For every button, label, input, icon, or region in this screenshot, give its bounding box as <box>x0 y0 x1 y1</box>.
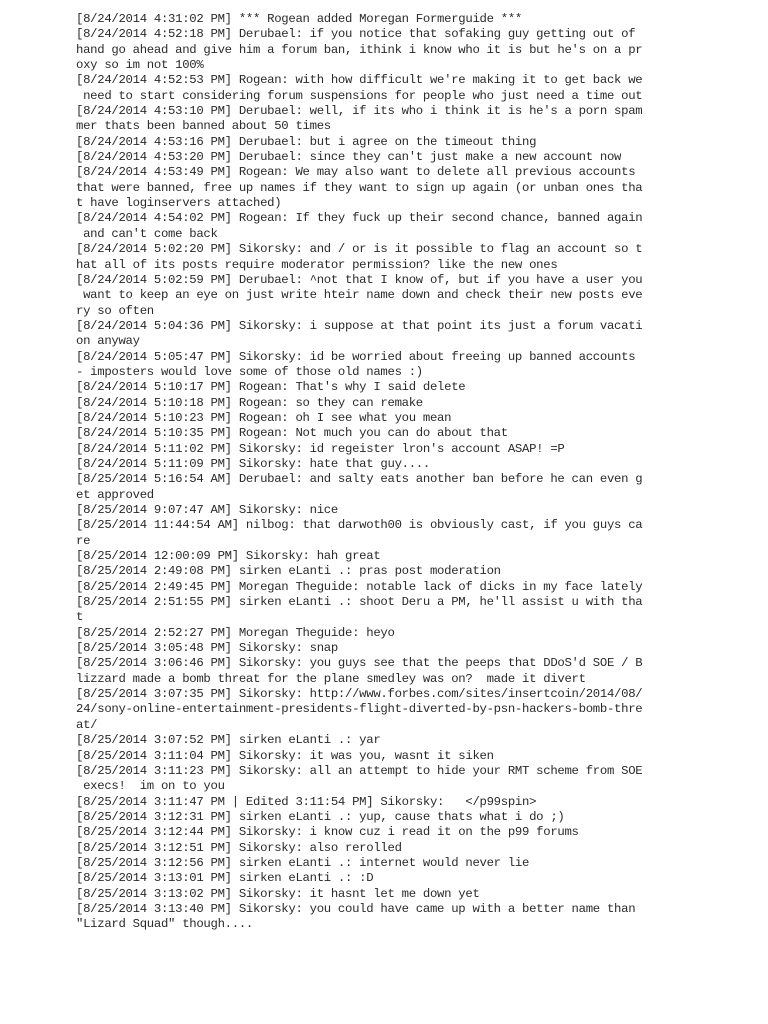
chat-log-line: [8/25/2014 3:07:52 PM] sirken eLanti .: yar <box>76 733 381 748</box>
chat-log-line: [8/25/2014 3:12:31 PM] sirken eLanti .: yup, cause thats what i do ;) <box>76 809 565 824</box>
chat-log-line: [8/25/2014 11:44:54 AM] nilbog: that darwoth00 is obviously cast, if you guys ca <box>76 518 643 533</box>
chat-log-line: [8/24/2014 5:04:36 PM] Sikorsky: i suppose at that point its just a forum vacati <box>76 318 643 333</box>
chat-log-line: 24/sony-online-entertainment-presidents-flight-diverted-by-psn-hackers-bomb-thre <box>76 702 643 717</box>
chat-log-line: [8/25/2014 2:49:45 PM] Moregan Theguide: notable lack of dicks in my face lately <box>76 579 643 594</box>
chat-log-line: [8/25/2014 2:52:27 PM] Moregan Theguide: heyo <box>76 625 395 640</box>
chat-log-line: execs! im on to you <box>76 779 225 794</box>
chat-log-line: ry so often <box>76 303 154 318</box>
chat-log-line: [8/25/2014 2:49:08 PM] sirken eLanti .: pras post moderation <box>76 564 501 579</box>
chat-log-line: [8/24/2014 5:10:18 PM] Rogean: so they can remake <box>76 395 423 410</box>
chat-log-line: [8/24/2014 5:10:35 PM] Rogean: Not much you can do about that <box>76 426 508 441</box>
chat-log-line: [8/25/2014 3:07:35 PM] Sikorsky: http://www.forbes.com/sites/insertcoin/2014/08/ <box>76 687 643 702</box>
chat-log-line: et approved <box>76 487 154 502</box>
chat-log-line: [8/25/2014 2:51:55 PM] sirken eLanti .: shoot Deru a PM, he'll assist u with tha <box>76 595 643 610</box>
chat-log-line: want to keep an eye on just write hteir name down and check their new posts eve <box>76 288 643 303</box>
chat-log-line: t <box>76 610 84 625</box>
chat-log-line: [8/24/2014 5:02:20 PM] Sikorsky: and / or is it possible to flag an account so t <box>76 242 643 257</box>
chat-log-line: re <box>76 533 91 548</box>
chat-log-line: [8/24/2014 4:31:02 PM] *** Rogean added Moregan Formerguide *** <box>76 12 522 26</box>
chat-log-line: [8/25/2014 3:12:56 PM] sirken eLanti .: internet would never lie <box>76 855 530 870</box>
chat-log-line: "Lizard Squad" though.... <box>76 917 253 932</box>
chat-log-line: [8/24/2014 5:05:47 PM] Sikorsky: id be worried about freeing up banned accounts <box>76 349 636 364</box>
chat-log-line: [8/25/2014 3:12:44 PM] Sikorsky: i know cuz i read it on the p99 forums <box>76 825 579 840</box>
chat-log-line: [8/25/2014 3:06:46 PM] Sikorsky: you guys see that the peeps that DDoS'd SOE / B <box>76 656 643 671</box>
chat-log-line: [8/24/2014 5:02:59 PM] Derubael: ^not that I know of, but if you have a user you <box>76 272 643 287</box>
chat-log-line: [8/24/2014 4:53:16 PM] Derubael: but i agree on the timeout thing <box>76 134 537 149</box>
chat-log-line: hand go ahead and give him a forum ban, ithink i know who it is but he's on a pr <box>76 42 643 57</box>
chat-log-line: oxy so im not 100% <box>76 58 204 73</box>
chat-log-line: [8/25/2014 3:13:40 PM] Sikorsky: you could have came up with a better name than <box>76 901 636 916</box>
chat-log-line: [8/24/2014 5:11:02 PM] Sikorsky: id regeister lron's account ASAP! =P <box>76 441 565 456</box>
chat-log-line: need to start considering forum suspensions for people who just need a time out <box>76 88 643 103</box>
chat-log-line: [8/25/2014 12:00:09 PM] Sikorsky: hah great <box>76 549 381 564</box>
chat-log-line: [8/25/2014 3:11:23 PM] Sikorsky: all an attempt to hide your RMT scheme from SOE <box>76 763 643 778</box>
chat-log-line: [8/25/2014 3:11:47 PM | Edited 3:11:54 PM] Sikorsky: </p99spin> <box>76 794 537 809</box>
chat-log-line: [8/25/2014 3:12:51 PM] Sikorsky: also rerolled <box>76 840 402 855</box>
chat-log-line: and can't come back <box>76 226 218 241</box>
chat-log-line: lizzard made a bomb threat for the plane smedley was on? made it divert <box>76 671 586 686</box>
chat-log-line: [8/24/2014 4:54:02 PM] Rogean: If they fuck up their second chance, banned again <box>76 211 643 226</box>
chat-log-line: on anyway <box>76 334 140 349</box>
chat-log-line: [8/24/2014 4:52:53 PM] Rogean: with how difficult we're making it to get back we <box>76 73 643 88</box>
chat-log-line: hat all of its posts require moderator permission? like the new ones <box>76 257 558 272</box>
chat-log-line: [8/24/2014 5:11:09 PM] Sikorsky: hate that guy.... <box>76 456 430 471</box>
chat-log-line: [8/24/2014 4:53:10 PM] Derubael: well, if its who i think it is he's a porn spam <box>76 104 643 119</box>
chat-log-line: [8/25/2014 3:13:02 PM] Sikorsky: it hasnt let me down yet <box>76 886 480 901</box>
chat-log-line: [8/25/2014 3:11:04 PM] Sikorsky: it was you, wasnt it siken <box>76 748 494 763</box>
chat-log-line: [8/24/2014 4:52:18 PM] Derubael: if you notice that sofaking guy getting out of <box>76 27 636 42</box>
chat-log-line: [8/25/2014 3:13:01 PM] sirken eLanti .: :D <box>76 871 374 886</box>
chat-log-document <box>76 12 676 933</box>
chat-log-line: - imposters would love some of those old names :) <box>76 364 423 379</box>
chat-log-line: mer thats been banned about 50 times <box>76 119 331 134</box>
chat-log-line: [8/25/2014 5:16:54 AM] Derubael: and salty eats another ban before he can even g <box>76 472 643 487</box>
chat-log-line: that were banned, free up names if they want to sign up again (or unban ones tha <box>76 180 643 195</box>
chat-log-line: [8/24/2014 5:10:17 PM] Rogean: That's why I said delete <box>76 380 466 395</box>
chat-log-line: t have loginservers attached) <box>76 196 282 211</box>
chat-log-line: [8/24/2014 4:53:20 PM] Derubael: since they can't just make a new account now <box>76 150 622 165</box>
chat-log-line: [8/24/2014 5:10:23 PM] Rogean: oh I see what you mean <box>76 410 452 425</box>
chat-log-line: [8/25/2014 9:07:47 AM] Sikorsky: nice <box>76 503 338 517</box>
chat-log-line: [8/25/2014 3:05:48 PM] Sikorsky: snap <box>76 641 338 656</box>
chat-log-line: at/ <box>76 717 98 732</box>
chat-log-line: [8/24/2014 4:53:49 PM] Rogean: We may also want to delete all previous accounts <box>76 165 636 180</box>
